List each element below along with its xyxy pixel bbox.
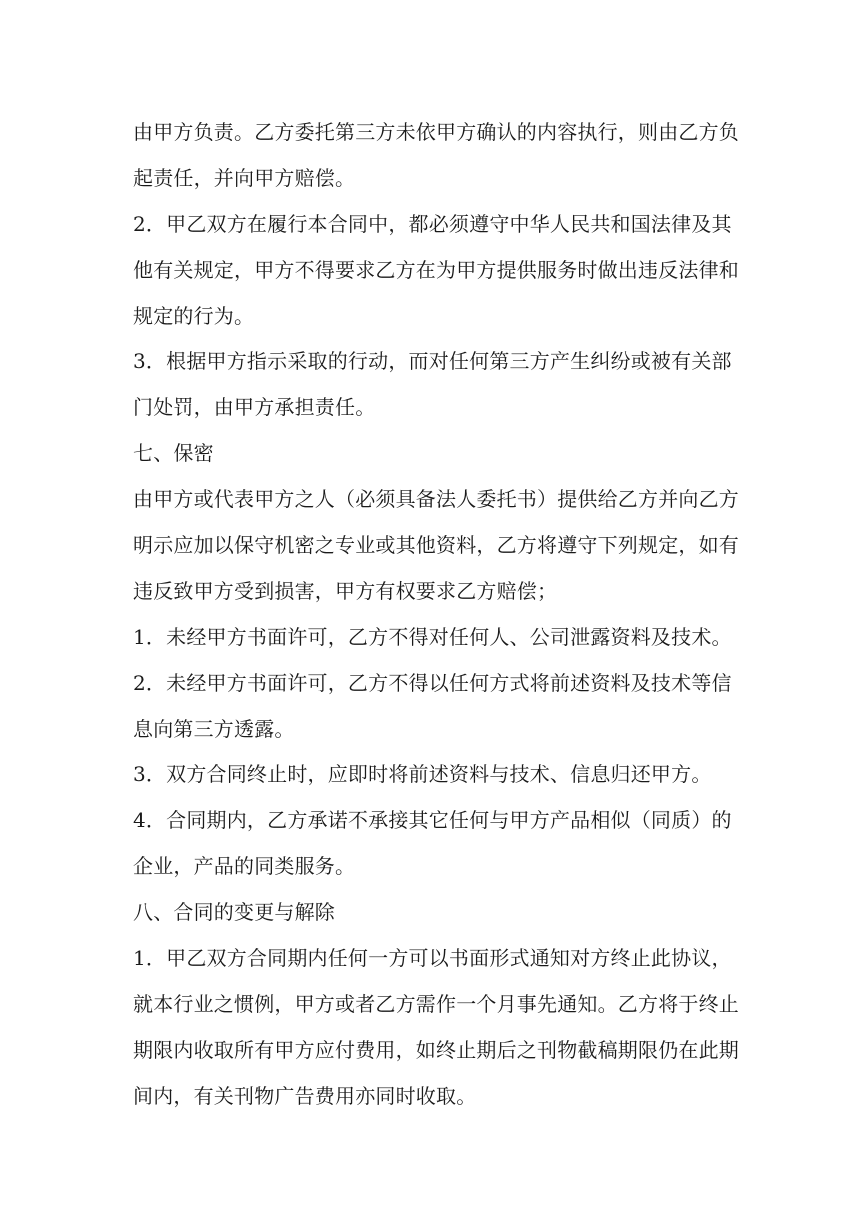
text-line: 3．双方合同终止时，应即时将前述资料与技术、信息归还甲方。: [133, 762, 712, 787]
text-line: 由甲方负责。乙方委托第三方未依甲方确认的内容执行，则由乙方负: [133, 120, 739, 144]
text-line: 4．合同期内，乙方承诺不承接其它任何与甲方产品相似（同质）的: [133, 808, 732, 833]
text-line: 规定的行为。: [133, 303, 255, 328]
text-line: 1．未经甲方书面许可，乙方不得对任何人、公司泄露资料及技术。: [133, 624, 732, 649]
document-body: [133, 110, 745, 1120]
section-heading: 七、保密: [133, 441, 214, 466]
text-line: 息向第三方透露。: [133, 716, 295, 741]
text-line: 明示应加以保守机密之专业或其他资料，乙方将遵守下列规定，如有: [133, 533, 739, 558]
text-line: 企业，产品的同类服务。: [133, 854, 356, 879]
text-line: 2．甲乙双方在履行本合同中，都必须遵守中华人民共和国法律及其: [133, 211, 732, 236]
text-line: 3．根据甲方指示采取的行动，而对任何第三方产生纠纷或被有关部: [133, 349, 732, 374]
text-line: 他有关规定，甲方不得要求乙方在为甲方提供服务时做出违反法律和: [133, 257, 739, 282]
text-line: 违反致甲方受到损害，甲方有权要求乙方赔偿；: [133, 578, 558, 603]
text-line: 门处罚，由甲方承担责任。: [133, 395, 376, 420]
text-line: 期限内收取所有甲方应付费用，如终止期后之刊物截稿期限仍在此期: [133, 1037, 739, 1062]
section-heading: 八、合同的变更与解除: [133, 900, 335, 925]
text-line: 1．甲乙双方合同期内任何一方可以书面形式通知对方终止此协议，: [133, 946, 732, 971]
text-line: 就本行业之惯例，甲方或者乙方需作一个月事先通知。乙方将于终止: [133, 991, 739, 1016]
text-line: 2．未经甲方书面许可，乙方不得以任何方式将前述资料及技术等信: [133, 670, 732, 695]
text-line: 间内，有关刊物广告费用亦同时收取。: [133, 1083, 477, 1108]
text-line: 起责任，并向甲方赔偿。: [133, 165, 356, 190]
text-line: 由甲方或代表甲方之人（必须具备法人委托书）提供给乙方并向乙方: [133, 487, 739, 512]
